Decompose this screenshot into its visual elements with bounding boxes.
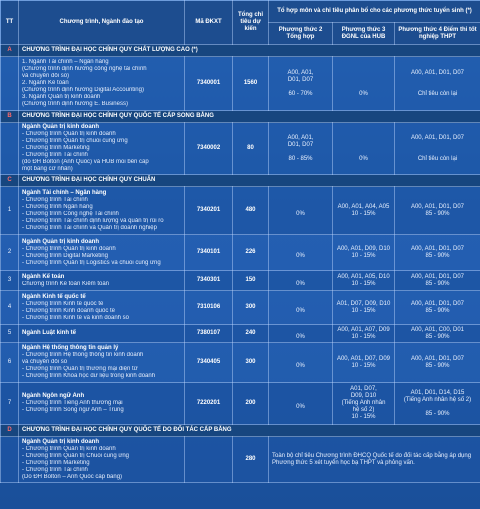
method-4-cell-line — [398, 77, 477, 84]
program-cell — [19, 325, 185, 343]
method-2-cell-line: 0% — [296, 362, 305, 369]
row-tt — [1, 123, 19, 175]
method-3-cell-line: 0% — [359, 155, 368, 162]
program-line: (Chương trình định hướng Digital Accounting) — [22, 87, 144, 93]
program-line: - Chương trình Công nghệ Tài chính — [22, 210, 119, 217]
method-4-cell-line: Chỉ tiêu còn lại — [417, 155, 458, 162]
program-line: - Chương trình Song ngữ Anh – Trung — [22, 407, 124, 413]
program-line: - Chương trình Tài chính — [22, 152, 88, 158]
method-4-cell — [395, 325, 480, 343]
program-line: - Chương trình Tài chính — [22, 466, 88, 473]
quota-value: 226 — [233, 235, 269, 271]
method-3-cell-line: 10 - 15% — [351, 362, 376, 369]
method-2-cell-line — [272, 84, 329, 91]
row-tt: 5 — [1, 325, 19, 343]
method-4-cell-line — [398, 404, 477, 411]
program-line: (Chương trình định hướng E. Business) — [22, 101, 128, 107]
method-4-cell — [395, 291, 480, 325]
program-title: Ngành Hệ thống thông tin quản lý — [22, 345, 119, 351]
program-line: (Do ĐH Bolton – Anh Quốc cấp bằng) — [22, 473, 123, 480]
method-2-cell-line: 0% — [296, 403, 305, 410]
method-3-cell — [333, 235, 395, 271]
program-line: 2. Ngành Kế toán — [22, 80, 69, 86]
program-line: - Chương trình Tài chính — [22, 196, 88, 203]
method-2-cell-line: 60 - 70% — [288, 90, 313, 97]
program-title: Ngành Ngôn ngữ Anh — [22, 393, 85, 399]
program-line: - Chương trình Ngân hàng — [22, 203, 93, 210]
quota-value: 280 — [233, 437, 269, 483]
method-2-cell-line — [272, 301, 329, 308]
method-4-cell — [395, 123, 480, 175]
method-3-cell-line — [336, 84, 391, 91]
quota-value: 200 — [233, 383, 269, 425]
method-4-cell-line: 85 - 90% — [425, 410, 450, 417]
method-4-cell-line: A00, A01, D01, D07 — [410, 245, 465, 252]
program-line: 1. Ngành Tài chính – Ngân hàng — [22, 59, 109, 65]
table-row — [1, 343, 480, 383]
method-2-cell-line — [272, 327, 329, 334]
program-line: và chuyển đổi số) — [22, 73, 70, 79]
program-line: - Chương trình Digital Marketing — [22, 252, 108, 259]
header-code: Mã ĐKXT — [185, 1, 233, 45]
table-row — [1, 57, 480, 111]
admission-code: 7340002 — [185, 123, 233, 175]
row-tt: 4 — [1, 291, 19, 325]
method-3-cell — [333, 325, 395, 343]
method-3-cell — [333, 343, 395, 383]
method-4-cell-line: A00, A01, D01, D07 — [410, 69, 465, 76]
row-tt: 3 — [1, 271, 19, 291]
method-3-cell — [333, 57, 395, 111]
method-3-cell-line: (Tiếng Anh nhân — [341, 400, 386, 406]
program-cell — [19, 383, 185, 425]
program-line: (do ĐH Bolton (Anh Quốc) và HUB mỗi bên cấp — [22, 159, 149, 165]
admission-code: 7340101 — [185, 235, 233, 271]
method-2-cell-line: 80 - 85% — [288, 155, 313, 162]
method-3-cell-line: A01, D07, — [350, 386, 377, 392]
header-method-4: Phương thức 4 Điểm thi tốt nghiệp THPT — [395, 23, 480, 45]
method-2-cell-line — [272, 397, 329, 404]
program-title: Ngành Quản trị kinh doanh — [22, 438, 99, 445]
program-details — [22, 281, 181, 288]
method-3-cell-line — [336, 149, 391, 156]
program-line: và chuyển đổi số — [22, 359, 68, 365]
table-row — [1, 235, 480, 271]
method-4-cell-line: 85 - 90% — [425, 280, 450, 287]
header-quota: Tổng chỉ tiêu dự kiến — [233, 1, 269, 45]
method-2-cell — [269, 187, 333, 235]
method-3-cell-line: A00, A01, A04, A05 — [337, 203, 390, 210]
program-details — [22, 131, 181, 173]
program-title: Ngành Tài chính – Ngân hàng — [22, 189, 107, 196]
table-row — [1, 325, 480, 343]
program-cell — [19, 343, 185, 383]
method-4-cell — [395, 271, 480, 291]
method-3-cell-line: 10 - 15% — [351, 252, 376, 259]
section-title: CHƯƠNG TRÌNH ĐẠI HỌC CHÍNH QUY CHUẨN — [19, 175, 480, 187]
quota-value: 480 — [233, 187, 269, 235]
table-row — [1, 437, 480, 483]
method-3-cell-line: A00, A01, A07, D09 — [337, 326, 390, 333]
section-title: CHƯƠNG TRÌNH ĐẠI HỌC CHÍNH QUY CHẤT LƯỢNG CAO (*) — [19, 45, 480, 57]
row-tt: 1 — [1, 187, 19, 235]
method-3-cell-line — [336, 142, 391, 149]
method-4-cell — [395, 235, 480, 271]
method-2-cell — [269, 57, 333, 111]
admission-code: 7340301 — [185, 271, 233, 291]
method-3-cell-line: A01, D07, D09, D10 — [336, 300, 391, 307]
program-details — [22, 301, 181, 322]
method-4-cell — [395, 57, 480, 111]
program-details — [22, 246, 181, 267]
method-2-cell-line: D01, D07 — [287, 141, 314, 148]
row-tt: 6 — [1, 343, 19, 383]
method-3-cell-line — [336, 135, 391, 142]
method-4-cell-line: A00, A01, D01, D07 — [410, 134, 465, 141]
program-line: - Chương trình Marketing — [22, 145, 90, 151]
method-2-cell-line: 0% — [296, 307, 305, 314]
method-4-cell-line — [398, 142, 477, 149]
table-row — [1, 383, 480, 425]
method-2-cell-line — [272, 204, 329, 211]
program-details — [22, 197, 181, 232]
quota-value: 1560 — [233, 57, 269, 111]
program-line: 3. Ngành Quản trị kinh doanh — [22, 94, 101, 100]
program-title: Ngành Kinh tế quốc tế — [22, 293, 86, 300]
quota-value: 80 — [233, 123, 269, 175]
section-row — [1, 45, 480, 57]
table-row — [1, 291, 480, 325]
program-line: một bằng cử nhân) — [22, 166, 73, 172]
section-row — [1, 425, 480, 437]
program-line: - Chương trình Marketing — [22, 459, 90, 466]
program-line: Chương trình Kế toán Kiểm toán — [22, 280, 109, 287]
section-code: D — [1, 425, 19, 437]
program-title: Ngành Quản trị kinh doanh — [22, 124, 99, 130]
section-row — [1, 175, 480, 187]
method-3-cell-line: D09, D10 — [350, 393, 377, 399]
row-tt — [1, 437, 19, 483]
program-line: - Chương trình Tiếng Anh thương mại — [22, 400, 123, 406]
method-2-cell — [269, 343, 333, 383]
method-2-cell-line — [272, 246, 329, 253]
admission-code — [185, 437, 233, 483]
admission-code: 7340201 — [185, 187, 233, 235]
table-row — [1, 271, 480, 291]
method-4-cell — [395, 383, 480, 425]
method-4-cell — [395, 187, 480, 235]
method-3-cell — [333, 291, 395, 325]
program-line: - Chương trình Kinh tế quốc tế — [22, 300, 104, 307]
table-row — [1, 187, 480, 235]
method-4-cell-line: A01, D01, D14, D15 — [410, 389, 465, 396]
method-3-cell-line — [336, 70, 391, 77]
method-2-cell — [269, 383, 333, 425]
program-title: Ngành Luật kinh tế — [22, 330, 76, 336]
method-3-cell-line: 10 - 15% — [351, 210, 376, 217]
program-cell — [19, 271, 185, 291]
method-3-cell-line: 10 - 15% — [351, 414, 376, 420]
method-2-cell-line: 0% — [296, 280, 305, 287]
method-4-cell-line: 85 - 90% — [425, 210, 450, 217]
section-row — [1, 111, 480, 123]
method-4-cell-line: A00, A01, D01, D07 — [410, 355, 465, 362]
section-code: C — [1, 175, 19, 187]
program-cell — [19, 437, 185, 483]
program-line: - Chương trình Khoa học dữ liệu trong kinh doanh — [22, 373, 156, 379]
header-tt: TT — [1, 1, 19, 45]
row-tt — [1, 57, 19, 111]
quota-value: 150 — [233, 271, 269, 291]
admission-code: 7220201 — [185, 383, 233, 425]
program-line: - Chương trình Kinh doanh quốc tế — [22, 307, 116, 314]
method-3-cell-line: 10 - 15% — [351, 280, 376, 287]
method-4-cell-line: 85 - 90% — [425, 362, 450, 369]
method-4-cell-line: 85 - 90% — [425, 307, 450, 314]
row-tt: 7 — [1, 383, 19, 425]
method-2-cell — [269, 235, 333, 271]
program-line: - Chương trình Kinh tế và kinh doanh số — [22, 314, 130, 321]
program-line: - Chương trình Quản trị Logistics và chuỗi cung ứng — [22, 259, 161, 266]
program-line: - Chương trình Tài chính và Quản trị doanh nghiệp — [22, 224, 157, 231]
method-3-cell — [333, 187, 395, 235]
method-2-cell-line: 0% — [296, 210, 305, 217]
section-code: B — [1, 111, 19, 123]
method-4-cell-line: Chỉ tiêu còn lại — [417, 90, 458, 97]
program-line: - Chương trình Quản trị kinh doanh — [22, 245, 116, 252]
program-line: - Chương trình Hệ thống thông tin kinh doanh — [22, 352, 144, 358]
program-details — [22, 446, 181, 481]
program-cell — [19, 291, 185, 325]
method-3-cell-line: A00, A01, D07, D09 — [336, 355, 391, 362]
section-code: A — [1, 45, 19, 57]
program-line: (Chương trình định hướng công nghệ tài chính — [22, 66, 147, 72]
program-title: Ngành Quản trị kinh doanh — [22, 238, 99, 245]
header-program: Chương trình, Ngành đào tạo — [19, 1, 185, 45]
method-3-cell-line: 0% — [359, 90, 368, 97]
admission-code: 7310106 — [185, 291, 233, 325]
method-4-cell — [395, 343, 480, 383]
section-title: CHƯƠNG TRÌNH ĐẠI HỌC CHÍNH QUY QUỐC TẾ DO ĐỐI TÁC CẤP BẰNG — [19, 425, 480, 437]
method-2-cell-line: 0% — [296, 252, 305, 259]
header-method-2: Phương thức 2 Tổng hợp — [269, 23, 333, 45]
quota-value: 300 — [233, 343, 269, 383]
method-2-cell — [269, 325, 333, 343]
method-2-cell-line: 0% — [296, 333, 305, 340]
program-line: - Chương trình Quản trị Chuỗi cung ứng — [22, 452, 130, 459]
method-4-cell-line — [398, 149, 477, 156]
method-3-cell — [333, 271, 395, 291]
program-cell — [19, 235, 185, 271]
method-note: Toàn bộ chỉ tiêu Chương trình ĐHCQ Quốc tế do đối tác cấp bằng áp dụng Phương thức 5 xét tuyển học bạ THPT và phỏng vấn. — [269, 437, 480, 483]
method-2-cell-line — [272, 274, 329, 281]
header-method-group: Tổ hợp môn và chỉ tiêu phân bổ cho các phương thức tuyển sinh (*) — [269, 1, 480, 23]
method-4-cell-line: A00, A01, D01, D07 — [410, 203, 465, 210]
table-header — [1, 1, 480, 45]
method-2-cell — [269, 123, 333, 175]
method-3-cell — [333, 123, 395, 175]
method-4-cell-line: (Tiếng Anh nhân hệ số 2) — [403, 396, 472, 403]
section-title: CHƯƠNG TRÌNH ĐẠI HỌC CHÍNH QUY QUỐC TẾ CẤP SONG BẰNG — [19, 111, 480, 123]
method-3-cell-line: 10 - 15% — [351, 333, 376, 340]
method-4-cell-line: A00, A01, C00, D01 — [410, 326, 465, 333]
method-2-cell-line — [272, 356, 329, 363]
method-2-cell — [269, 271, 333, 291]
method-4-cell-line: 85 - 90% — [425, 333, 450, 340]
program-line: - Chương trình Quản trị chuỗi cung ứng — [22, 138, 128, 144]
method-3-cell-line: 10 - 15% — [351, 307, 376, 314]
method-4-cell-line — [398, 84, 477, 91]
method-4-cell-line: A00, A01, D01, D07 — [410, 273, 465, 280]
method-3-cell-line — [336, 77, 391, 84]
program-cell — [19, 187, 185, 235]
program-details — [22, 352, 181, 380]
method-4-cell-line: A00, A01, D01, D07 — [410, 300, 465, 307]
method-3-cell-line: A00, A01, D09, D10 — [336, 245, 391, 252]
admission-code: 7380107 — [185, 325, 233, 343]
program-cell — [19, 123, 185, 175]
program-title: Ngành Kế toán — [22, 273, 65, 280]
header-method-3: Phương thức 3 ĐGNL của HUB — [333, 23, 395, 45]
method-2-cell-line: A00, A01, — [287, 134, 314, 141]
method-3-cell — [333, 383, 395, 425]
program-line: - Chương trình Quản trị thương mại điện tử — [22, 366, 138, 372]
program-cell — [19, 57, 185, 111]
method-2-cell — [269, 291, 333, 325]
program-details — [22, 400, 181, 414]
program-line: - Chương trình Quản trị kinh doanh — [22, 445, 116, 452]
quota-value: 300 — [233, 291, 269, 325]
admission-code: 7340001 — [185, 57, 233, 111]
admission-code: 7340405 — [185, 343, 233, 383]
row-tt: 2 — [1, 235, 19, 271]
method-2-cell-line — [272, 149, 329, 156]
program-line: - Chương trình Quản trị kinh doanh — [22, 131, 116, 137]
table-body — [1, 45, 480, 483]
method-3-cell-line: A00, A01, A05, D10 — [337, 273, 390, 280]
method-2-cell-line: A00, A01, — [287, 69, 314, 76]
program-details — [22, 59, 181, 108]
program-line: - Chương trình Tài chính định lượng và quản trị rủi ro — [22, 217, 164, 224]
method-2-cell-line: D01, D07 — [287, 76, 314, 83]
quota-value: 240 — [233, 325, 269, 343]
method-3-cell-line: hệ số 2) — [352, 407, 375, 413]
method-4-cell-line: 85 - 90% — [425, 252, 450, 259]
table-row — [1, 123, 480, 175]
